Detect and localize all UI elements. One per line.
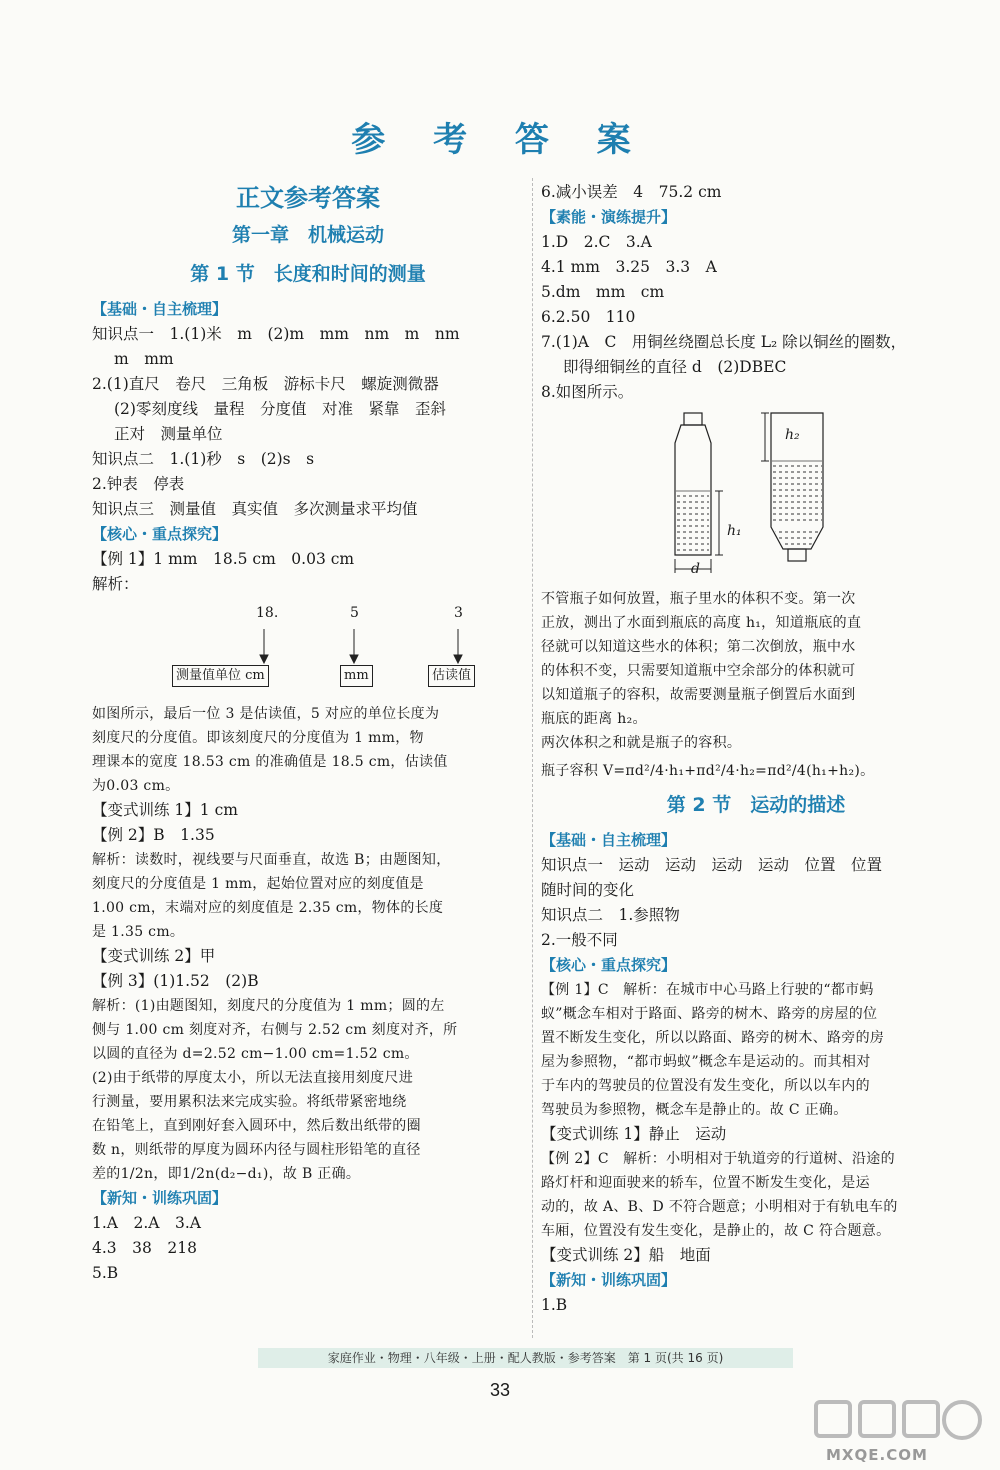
example-1: 【例 1】1 mm 18.5 cm 0.03 cm <box>92 550 355 568</box>
section-title: 第 2 节 运动的描述 <box>666 794 846 816</box>
box-unit: 测量值单位 cm <box>172 665 269 687</box>
reading-diagram <box>92 601 524 696</box>
chapter-title: 第一章 机械运动 <box>231 224 384 246</box>
formula-line: 瓶子容积 V=πd²/4·h₁+πd²/4·h₂=πd²/4(h₁+h₂)。 <box>541 763 875 779</box>
text-line: 2.(1)直尺 卷尺 三角板 游标卡尺 螺旋测微器 <box>92 375 439 393</box>
digit-18: 18. <box>256 605 279 621</box>
answer-line: 7.(1)A C 用铜丝绕圈总长度 L₂ 除以铜丝的圈数， <box>541 333 907 351</box>
text-line: 1.00 cm，末端对应的刻度值是 2.35 cm，物体的长度 <box>92 900 444 916</box>
text-line: 是 1.35 cm。 <box>92 924 185 940</box>
tag-basics: 【基础・自主梳理】 <box>541 831 677 849</box>
answer-line: 1.A 2.A 3.A <box>92 1214 201 1232</box>
answer-line: 4.3 38 218 <box>92 1239 197 1257</box>
example-1: 【例 1】C 解析：在城市中心马路上行驶的“都市蚂 <box>541 982 874 998</box>
text-line: 的体积不变，只需要知道瓶中空余部分的体积就可 <box>541 663 856 679</box>
example-3: 【例 3】(1)1.52 (2)B <box>92 972 259 990</box>
label-h2: h₂ <box>785 427 800 443</box>
text-line: 不管瓶子如何放置，瓶子里水的体积不变。第一次 <box>541 591 856 607</box>
right-column <box>541 180 971 1318</box>
variant-1: 【变式训练 1】1 cm <box>92 801 238 819</box>
footer-banner: 家庭作业・物理・八年级・上册・配人教版・参考答案 第 1 页(共 16 页) <box>258 1348 793 1368</box>
watermark-text: MXQE.COM <box>826 1446 928 1464</box>
text-line: 刻度尺的分度值是 1 mm，起始位置对应的刻度值是 <box>92 876 424 892</box>
text-line: 知识点一 运动 运动 运动 运动 位置 位置 <box>541 856 883 874</box>
text-line: 理课本的宽度 18.53 cm 的准确值是 18.5 cm，估读值 <box>92 754 448 770</box>
text-line: 知识点二 1.(1)秒 s (2)s s <box>92 450 315 468</box>
text-line: 解析： <box>92 575 139 593</box>
text-line: 屋为参照物，“都市蚂蚁”概念车是运动的。而其相对 <box>541 1054 871 1070</box>
box-mm: mm <box>340 665 373 687</box>
text-line: 刻度尺的分度值。即该刻度尺的分度值为 1 mm，物 <box>92 730 424 746</box>
text-line: 知识点二 1.参照物 <box>541 906 680 924</box>
text-line: 瓶底的距离 h₂。 <box>541 711 647 727</box>
text-line: 以圆的直径为 d=2.52 cm−1.00 cm=1.52 cm。 <box>92 1046 419 1062</box>
text-line: 于车内的驾驶员的位置没有发生变化，所以以车内的 <box>541 1078 870 1094</box>
text-line: 正对 测量单位 <box>114 425 223 443</box>
variant-2: 【变式训练 2】甲 <box>92 947 216 965</box>
text-line: 置不断发生变化，所以以路面、路旁的树木、路旁的房 <box>541 1030 885 1046</box>
label-d: d <box>691 561 700 577</box>
answers-heading: 正文参考答案 <box>236 184 380 212</box>
text-line: m mm <box>114 350 174 368</box>
column-divider <box>532 178 533 1338</box>
example-2: 【例 2】C 解析：小明相对于轨道旁的行道树、沿途的 <box>541 1151 895 1167</box>
bottle-drawing <box>671 409 831 579</box>
tag-basics: 【基础・自主梳理】 <box>92 300 228 318</box>
text-line: 侧与 1.00 cm 刻度对齐，右侧与 2.52 cm 刻度对齐，所 <box>92 1022 458 1038</box>
answer-line: 1.B <box>541 1296 568 1314</box>
bottle-figure <box>541 409 971 581</box>
example-2: 【例 2】B 1.35 <box>92 826 215 844</box>
variant-2: 【变式训练 2】船 地面 <box>541 1246 711 1264</box>
answer-line: 4.1 mm 3.25 3.3 A <box>541 258 717 276</box>
text-line: 驾驶员为参照物，概念车是静止的。故 C 正确。 <box>541 1102 848 1118</box>
text-line: 动的，故 A、B、D 不符合题意；小明相对于有轨电车的 <box>541 1199 898 1215</box>
text-line: 蚁”概念车相对于路面、路旁的树木、路旁的房屋的位 <box>541 1006 878 1022</box>
page-number: 33 <box>489 1380 511 1400</box>
text-line: (2)零刻度线 量程 分度值 对准 紧靠 歪斜 <box>114 400 446 418</box>
tag-new-knowledge: 【新知・训练巩固】 <box>92 1189 228 1207</box>
text-line: 解析：(1)由题图知，刻度尺的分度值为 1 mm；圆的左 <box>92 998 445 1014</box>
tag-core: 【核心・重点探究】 <box>541 956 677 974</box>
answer-line: 5.B <box>92 1264 119 1282</box>
text-line: 知识点三 测量值 真实值 多次测量求平均值 <box>92 500 418 518</box>
section-title: 第 1 节 长度和时间的测量 <box>190 263 426 285</box>
tag-new-knowledge: 【新知・训练巩固】 <box>541 1271 677 1289</box>
text-line: 数 n，则纸带的厚度为圆环内径与圆柱形铅笔的直径 <box>92 1142 421 1158</box>
text-line: 两次体积之和就是瓶子的容积。 <box>541 735 742 751</box>
text-line: 车厢，位置没有发生变化，是静止的，故 C 符合题意。 <box>541 1223 891 1239</box>
text-line: 如图所示，最后一位 3 是估读值，5 对应的单位长度为 <box>92 706 440 722</box>
box-estimate: 估读值 <box>428 665 475 687</box>
text-line: 在铅笔上，直到刚好套入圆环中，然后数出纸带的圈 <box>92 1118 421 1134</box>
text-line: (2)由于纸带的厚度太小，所以无法直接用刻度尺进 <box>92 1070 414 1086</box>
text-line: 行测量，要用累积法来完成实验。将纸带紧密地绕 <box>92 1094 407 1110</box>
text-line: 2.钟表 停表 <box>92 475 185 493</box>
text-line: 随时间的变化 <box>541 881 635 899</box>
tag-advanced: 【素能・演练提升】 <box>541 208 677 226</box>
answer-line: 5.dm mm cm <box>541 283 665 301</box>
text-line: 正放，测出了水面到瓶底的高度 h₁，知道瓶底的直 <box>541 615 862 631</box>
tag-core: 【核心・重点探究】 <box>92 525 228 543</box>
answer-line: 1.D 2.C 3.A <box>541 233 652 251</box>
page-title: 参 考 答 案 <box>351 120 649 160</box>
answer-line: 6.减小误差 4 75.2 cm <box>541 183 722 201</box>
text-line: 2.一般不同 <box>541 931 618 949</box>
text-line: 以知道瓶子的容积，故需要测量瓶子倒置后水面到 <box>541 687 856 703</box>
label-h1: h₁ <box>727 523 742 539</box>
text-line: 差的1/2n，即1/2n(d₂−d₁)，故 B 正确。 <box>92 1166 361 1182</box>
digit-5: 5 <box>350 605 359 621</box>
text-line: 为0.03 cm。 <box>92 778 180 794</box>
text-line: 路灯杆和迎面驶来的轿车，位置不断发生变化，是运 <box>541 1175 870 1191</box>
text-line: 解析：读数时，视线要与尺面垂直，故选 B；由题图知， <box>92 852 451 868</box>
text-line: 知识点一 1.(1)米 m (2)m mm nm m nm <box>92 325 460 343</box>
answer-line: 8.如图所示。 <box>541 383 634 401</box>
left-column <box>92 180 524 1286</box>
digit-3: 3 <box>454 605 463 621</box>
text-line: 径就可以知道这些水的体积；第二次倒放，瓶中水 <box>541 639 856 655</box>
answer-line: 6.2.50 110 <box>541 308 636 326</box>
variant-1: 【变式训练 1】静止 运动 <box>541 1125 727 1143</box>
answer-line: 即得细铜丝的直径 d (2)DBEC <box>563 358 787 376</box>
